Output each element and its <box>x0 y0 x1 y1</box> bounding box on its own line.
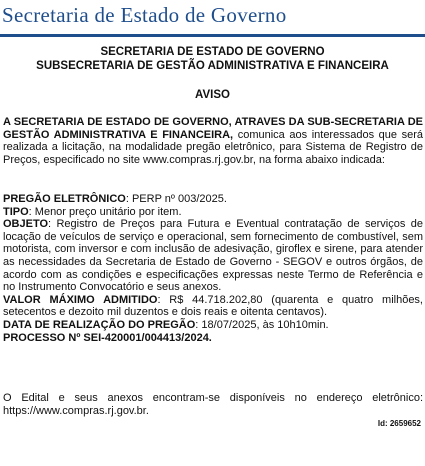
details-block <box>3 193 423 344</box>
pregao-line <box>3 193 423 206</box>
document-id: Id: 2659652 <box>377 419 421 428</box>
intro-bold-text: A SECRETARIA DE ESTADO DE GOVERNO, ATRAVES DA SUB-SECRETARIA DE GESTÃO ADMINISTRATIVA E FINANCEIRA, <box>3 116 423 141</box>
processo-line <box>3 332 423 345</box>
valor-label: VALOR MÁXIMO ADMITIDO <box>3 293 158 306</box>
section-title: Secretaria de Estado de Governo <box>2 3 287 27</box>
tipo-value: : Menor preço unitário por item. <box>28 205 182 218</box>
intro-paragraph <box>3 116 423 166</box>
tipo-line <box>3 206 423 219</box>
data-value: : 18/07/2025, às 10h10min. <box>195 318 329 331</box>
notice-title: AVISO <box>195 89 230 101</box>
edital-paragraph: O Edital e seus anexos encontram-se disponíveis no endereço eletrônico: https://www.compras.rj.gov.br. <box>3 392 423 417</box>
valor-line <box>3 294 423 319</box>
suborg-name-line: SUBSECRETARIA DE GESTÃO ADMINISTRATIVA E FINANCEIRA <box>36 60 389 72</box>
valor-value: : R$ 44.718.202,80 (quarenta e quatro milhões, setecentos e dezoito mil duzentos e dois reais e oitenta centavos). <box>3 293 423 319</box>
data-label: DATA DE REALIZAÇÃO DO PREGÃO <box>3 318 196 331</box>
objeto-value: : Registro de Preços para Futura e Eventual contratação de serviços de locação de veículos de serviço e operacional, sem fornecimento de combustível, sem motorista, com inversor e com inclusão de adesivação, giroflex e sirene, para atender as necessidades da Secretaria de Estado de Governo - SEGOV e outros órgãos, de acordo com as condições e especificações expressas neste Termo de Referência e no Instrumento Convocatório e seus anexos. <box>3 218 423 294</box>
objeto-label: OBJETO <box>3 218 49 231</box>
pregao-value: : PERP nº 003/2025. <box>125 193 227 205</box>
data-line <box>3 319 423 332</box>
objeto-line <box>3 218 423 294</box>
processo-number: PROCESSO Nº SEI-420001/004413/2024. <box>3 331 212 344</box>
org-name-line: SECRETARIA DE ESTADO DE GOVERNO <box>100 46 325 58</box>
tipo-label: TIPO <box>3 205 29 218</box>
intro-text: comunica aos interessados que será realizada a licitação, na modalidade pregão eletrônico, para Sistema de Registro de Preços, especificado no site www.compras.rj.gov.br, na forma abaixo indicada: <box>3 128 423 166</box>
section-header <box>0 0 425 37</box>
pregao-label: PREGÃO ELETRÔNICO <box>3 193 126 205</box>
